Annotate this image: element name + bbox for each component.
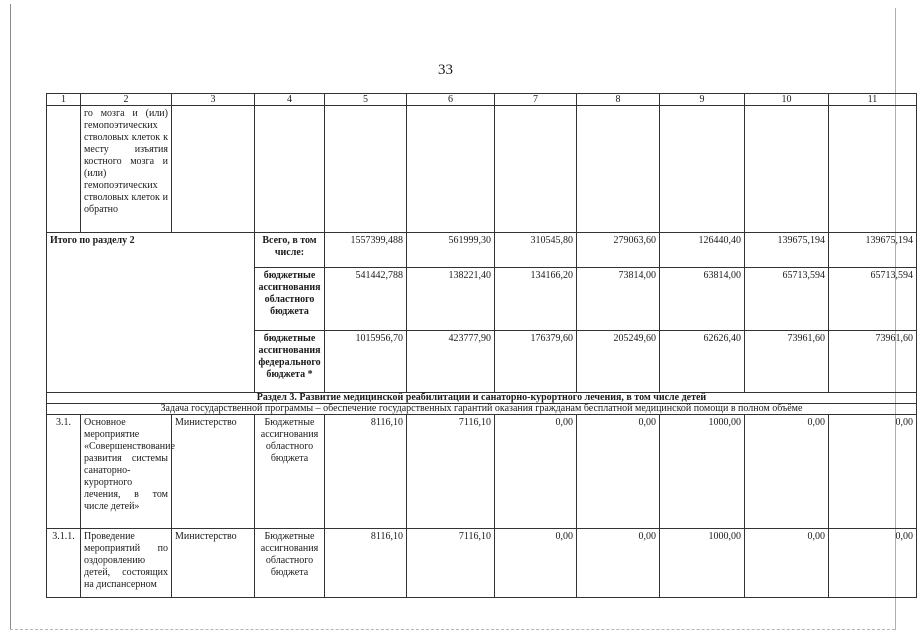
value-cell: 561999,30 (407, 233, 495, 268)
budget-table (46, 93, 917, 598)
value-cell: 8116,10 (325, 415, 407, 529)
section-total-row (47, 233, 917, 268)
funding-source: бюджетные ассигнования федерального бюджета * (255, 331, 325, 393)
value-cell: 7116,10 (407, 529, 495, 598)
funding-source: Бюджетные ассигнования областного бюджета (255, 529, 325, 598)
value-cell: 205249,60 (577, 331, 660, 393)
value-cell: 310545,80 (495, 233, 577, 268)
column-number: 11 (829, 94, 917, 106)
column-number: 4 (255, 94, 325, 106)
value-cell: 73961,60 (829, 331, 917, 393)
value-cell: 63814,00 (660, 268, 745, 331)
value-cell: 73961,60 (745, 331, 829, 393)
value-cell: 126440,40 (660, 233, 745, 268)
column-number: 5 (325, 94, 407, 106)
value-cell: 279063,60 (577, 233, 660, 268)
value-cell: 0,00 (745, 529, 829, 598)
item-number: 3.1. (47, 415, 81, 529)
column-number: 1 (47, 94, 81, 106)
item-number: 3.1.1. (47, 529, 81, 598)
value-cell: 176379,60 (495, 331, 577, 393)
value-cell: 0,00 (829, 529, 917, 598)
value-cell: 0,00 (577, 415, 660, 529)
value-cell: 423777,90 (407, 331, 495, 393)
value-cell: 0,00 (577, 529, 660, 598)
column-number: 6 (407, 94, 495, 106)
column-number: 3 (172, 94, 255, 106)
value-cell: 7116,10 (407, 415, 495, 529)
value-cell: 138221,40 (407, 268, 495, 331)
section-title-row (47, 393, 917, 404)
value-cell: 139675,194 (745, 233, 829, 268)
value-cell: 73814,00 (577, 268, 660, 331)
section-title: Раздел 3. Развитие медицинской реабилитации и санаторно-курортного лечения, в том числе детей (47, 393, 917, 404)
column-number: 10 (745, 94, 829, 106)
funding-source: бюджетные ассигнования областного бюджета (255, 268, 325, 331)
value-cell: 541442,788 (325, 268, 407, 331)
value-cell: 1000,00 (660, 529, 745, 598)
page-number: 33 (438, 62, 453, 78)
item-name: Проведение мероприятий по оздоровлению детей, состоящих на диспансерном (81, 529, 172, 598)
item-name: Основное мероприятие «Совершенствование развития системы санаторно-курортного лечения, в том числе детей» (81, 415, 172, 529)
continuation-row (47, 106, 917, 233)
column-number: 8 (577, 94, 660, 106)
value-cell: 65713,594 (829, 268, 917, 331)
column-number: 7 (495, 94, 577, 106)
continued-name-cell: го мозга и (или) гемопоэтических стволовых клеток к месту изъятия костного мозга и (или) гемопоэтических стволовых клеток и обратно (81, 106, 172, 233)
value-cell: 0,00 (495, 529, 577, 598)
column-number: 9 (660, 94, 745, 106)
column-number-row (47, 94, 917, 106)
page-frame-bottom (10, 629, 895, 630)
value-cell: 134166,20 (495, 268, 577, 331)
value-cell: 0,00 (495, 415, 577, 529)
value-cell: 62626,40 (660, 331, 745, 393)
column-number: 2 (81, 94, 172, 106)
task-title-row (47, 404, 917, 415)
value-cell: 1000,00 (660, 415, 745, 529)
funding-source: Всего, в том числе: (255, 233, 325, 268)
item-executor: Министерство (172, 529, 255, 598)
page-frame-left (10, 4, 11, 630)
value-cell: 1557399,488 (325, 233, 407, 268)
task-title: Задача государственной программы – обеспечение государственных гарантий оказания гражданам бесплатной медицинской помощи в полном объёме (47, 404, 917, 415)
value-cell: 65713,594 (745, 268, 829, 331)
value-cell: 8116,10 (325, 529, 407, 598)
value-cell: 139675,194 (829, 233, 917, 268)
table-row (47, 529, 917, 598)
funding-source: Бюджетные ассигнования областного бюджета (255, 415, 325, 529)
item-executor: Министерство (172, 415, 255, 529)
value-cell: 0,00 (829, 415, 917, 529)
table-row (47, 415, 917, 529)
value-cell: 1015956,70 (325, 331, 407, 393)
section-total-label: Итого по разделу 2 (47, 233, 255, 393)
value-cell: 0,00 (745, 415, 829, 529)
